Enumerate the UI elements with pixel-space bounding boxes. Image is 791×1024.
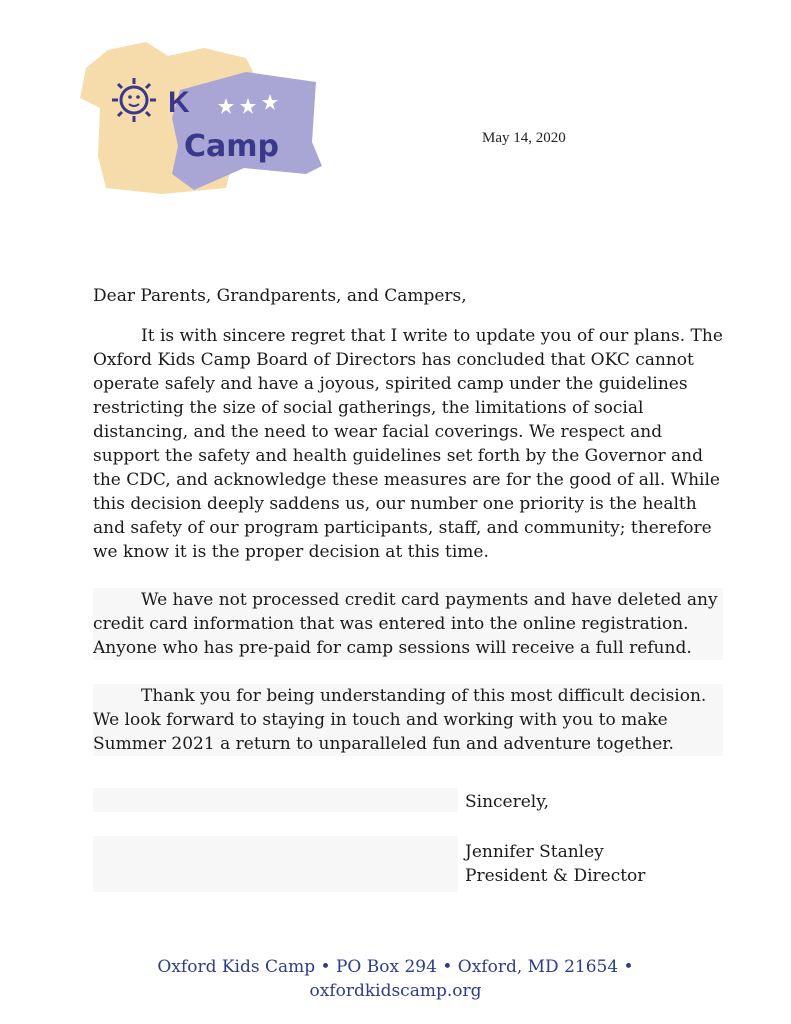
camp-logo xyxy=(76,38,326,203)
paragraph-1: It is with sincere regret that I write to update you of our plans. The Oxford Kids Camp Board of Directors has concluded that OKC cannot operate safely and have a joyous, spirited camp under the guidelines restricting the size of social gatherings, the limitations of social distancing, and the need to wear facial coverings. We respect and support the safety and health guidelines set forth by the Governor and the CDC, and acknowledge these measures are for the good of all. While this decision deeply saddens us, our number one priority is the health and safety of our program participants, staff, and community; therefore we know it is the proper decision at this time. xyxy=(93,326,723,562)
footer xyxy=(0,955,791,1003)
shaded-area xyxy=(93,836,458,892)
logo-k-letter: K xyxy=(168,86,190,119)
salutation: Dear Parents, Grandparents, and Campers, xyxy=(93,286,467,306)
footer-address: Oxford Kids Camp • PO Box 294 • Oxford, MD 21654 • xyxy=(157,957,634,977)
closing: Sincerely, xyxy=(465,792,549,812)
letter-body xyxy=(93,284,723,780)
paragraph-3: Thank you for being understanding of this most difficult decision. We look forward to staying in touch and working with you to make Summer 2021 a return to unparalleled fun and adventure together. xyxy=(93,684,723,756)
letter-date: May 14, 2020 xyxy=(482,130,566,146)
paragraph-2: We have not processed credit card payments and have deleted any credit card information that was entered into the online registration. Anyone who has pre-paid for camp sessions will receive a full refund. xyxy=(93,588,723,660)
shaded-area xyxy=(93,788,458,812)
signer-title: President & Director xyxy=(465,866,646,886)
signature-block xyxy=(465,840,645,888)
logo-camp-text: Camp xyxy=(184,129,279,164)
footer-website[interactable]: oxfordkidscamp.org xyxy=(309,981,482,1001)
okc-logo-graphic xyxy=(76,38,326,203)
signer-name: Jennifer Stanley xyxy=(465,842,604,862)
